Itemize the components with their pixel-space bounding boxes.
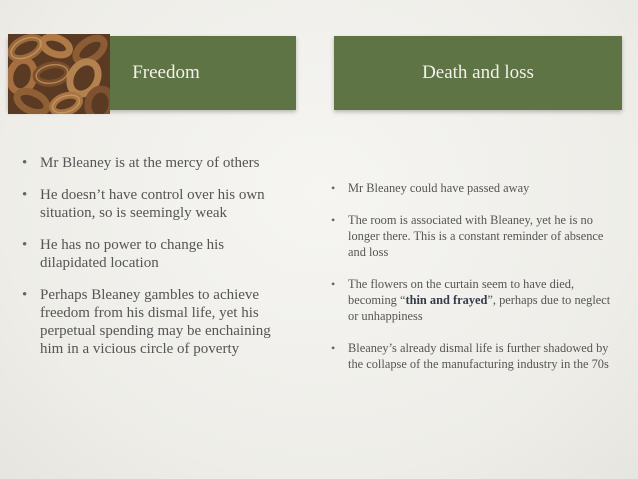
bullet-icon: • bbox=[22, 155, 28, 171]
bullet-icon: • bbox=[331, 277, 336, 291]
death-and-loss-bullet-list bbox=[331, 180, 611, 388]
list-item bbox=[331, 180, 611, 196]
freedom-heading: Freedom bbox=[132, 62, 200, 83]
bullet-icon: • bbox=[331, 213, 336, 227]
list-item-text: Bleaney’s already dismal life is further shadowed by the collapse of the manufacturing industry in the 70s bbox=[348, 341, 609, 371]
list-item-text: Perhaps Bleaney gambles to achieve freedom from his dismal life, yet his perpetual spending may be enchaining him in a vicious circle of poverty bbox=[40, 287, 271, 357]
list-item bbox=[22, 236, 292, 272]
quote-highlight: thin and frayed bbox=[405, 293, 488, 307]
list-item-text: Mr Bleaney is at the mercy of others bbox=[40, 155, 260, 171]
bullet-icon: • bbox=[22, 287, 28, 303]
death-and-loss-header-banner bbox=[334, 36, 622, 110]
chains-image bbox=[8, 34, 110, 114]
list-item bbox=[331, 276, 611, 324]
bullet-icon: • bbox=[22, 187, 28, 203]
list-item-text bbox=[348, 277, 610, 323]
bullet-icon: • bbox=[22, 237, 28, 253]
text-before-quote: The flowers on the curtain seem to have died, becoming “ bbox=[348, 277, 575, 307]
list-item-text: He doesn’t have control over his own situation, so is seemingly weak bbox=[40, 187, 265, 221]
list-item bbox=[331, 340, 611, 372]
freedom-bullet-list bbox=[22, 154, 292, 372]
list-item bbox=[22, 186, 292, 222]
list-item-text: He has no power to change his dilapidated location bbox=[40, 237, 225, 271]
list-item bbox=[22, 286, 292, 358]
list-item-text: Mr Bleaney could have passed away bbox=[348, 181, 530, 195]
list-item-text: The room is associated with Bleaney, yet he is no longer there. This is a constant reminder of absence and loss bbox=[348, 213, 604, 259]
bullet-icon: • bbox=[331, 181, 336, 195]
bullet-icon: • bbox=[331, 341, 336, 355]
list-item bbox=[22, 154, 292, 172]
text-after-quote: ”, perhaps due to neglect or unhappiness bbox=[348, 293, 611, 323]
death-and-loss-heading: Death and loss bbox=[422, 62, 534, 83]
list-item bbox=[331, 212, 611, 260]
